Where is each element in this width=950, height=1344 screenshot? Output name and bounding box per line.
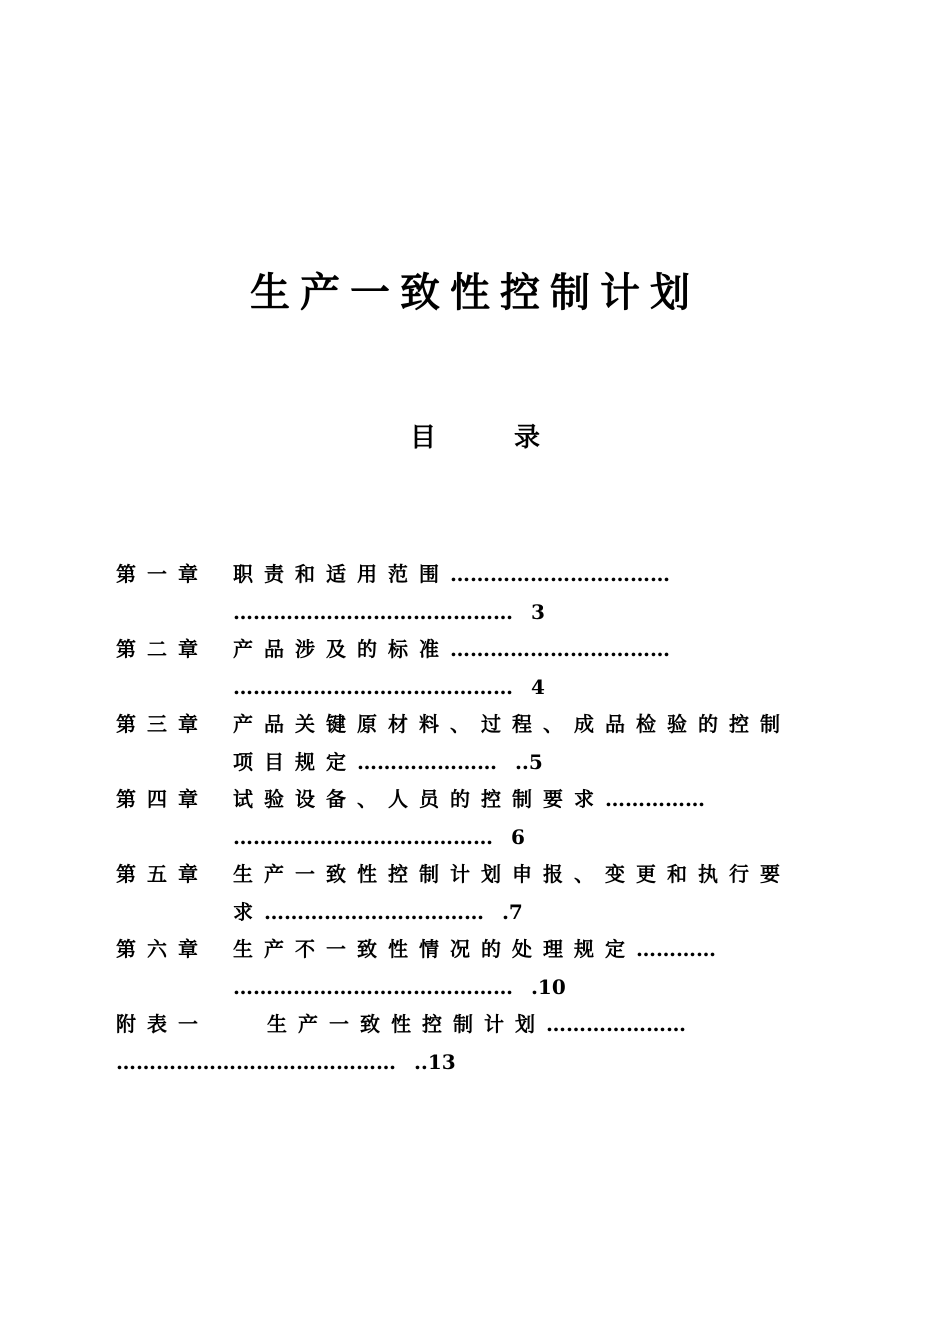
toc-entry-label: 第一章 <box>116 562 209 586</box>
table-of-contents <box>116 556 828 1081</box>
toc-page-number: ..5 <box>514 749 543 774</box>
toc-leader-dots: …………………………… <box>264 899 484 924</box>
toc-entry-title: 产品关键原材料、过程、成品检验的控制 <box>233 712 791 736</box>
toc-entry-label: 第五章 <box>116 862 209 886</box>
toc-page-number: 6 <box>510 824 525 849</box>
toc-entry-title: 职责和适用范围 <box>233 562 450 586</box>
toc-entry-title: 产品涉及的标准 <box>233 637 450 661</box>
toc-heading-char-1: 目 <box>409 423 436 453</box>
toc-page-number: 3 <box>530 599 545 624</box>
toc-leader-dots: ………… <box>636 937 716 961</box>
document-title: 生产一致性控制计划 <box>250 269 700 316</box>
toc-page-number: 4 <box>530 674 545 699</box>
toc-entry-label: 第六章 <box>116 937 209 961</box>
toc-entry-chapter-3[interactable] <box>116 706 828 781</box>
toc-page-number: .10 <box>530 974 566 999</box>
toc-page-number: ..13 <box>413 1049 456 1074</box>
toc-entry-title: 生产一致性控制计划申报、变更和执行要 <box>233 862 791 886</box>
toc-entry-title-continued: 求 <box>233 899 264 924</box>
toc-heading <box>0 418 950 458</box>
toc-entry-label: 第四章 <box>116 787 209 811</box>
toc-leader-dots: …………………………………… <box>116 1049 396 1074</box>
toc-leader-dots: ………………………………… <box>233 824 493 849</box>
toc-entry-chapter-1[interactable] <box>116 556 828 631</box>
toc-leader-dots: …………………………………… <box>233 674 513 699</box>
toc-entry-chapter-2[interactable] <box>116 631 828 706</box>
toc-entry-chapter-4[interactable] <box>116 781 828 856</box>
toc-entry-chapter-6[interactable] <box>116 931 828 1006</box>
toc-leader-dots: ………………… <box>546 1012 686 1036</box>
toc-entry-appendix-1[interactable] <box>116 1006 828 1081</box>
toc-leader-dots: …………………………… <box>450 637 670 661</box>
toc-leader-dots: …………………………… <box>450 562 670 586</box>
toc-entry-title: 试验设备、人员的控制要求 <box>233 787 605 811</box>
toc-page-number: .7 <box>501 899 523 924</box>
toc-entry-title: 生产一致性控制计划 <box>267 1012 546 1036</box>
toc-entry-label: 附表一 <box>116 1012 209 1036</box>
toc-entry-label: 第三章 <box>116 712 209 736</box>
toc-leader-dots: …………………………………… <box>233 974 513 999</box>
toc-leader-dots: ………………… <box>357 749 497 774</box>
toc-leader-dots: …………… <box>605 787 705 811</box>
toc-entry-chapter-5[interactable] <box>116 856 828 931</box>
toc-entry-title-continued: 项目规定 <box>233 749 357 774</box>
toc-entry-title: 生产不一致性情况的处理规定 <box>233 937 636 961</box>
toc-entry-label: 第二章 <box>116 637 209 661</box>
toc-heading-char-2: 录 <box>514 423 541 453</box>
toc-leader-dots: …………………………………… <box>233 599 513 624</box>
